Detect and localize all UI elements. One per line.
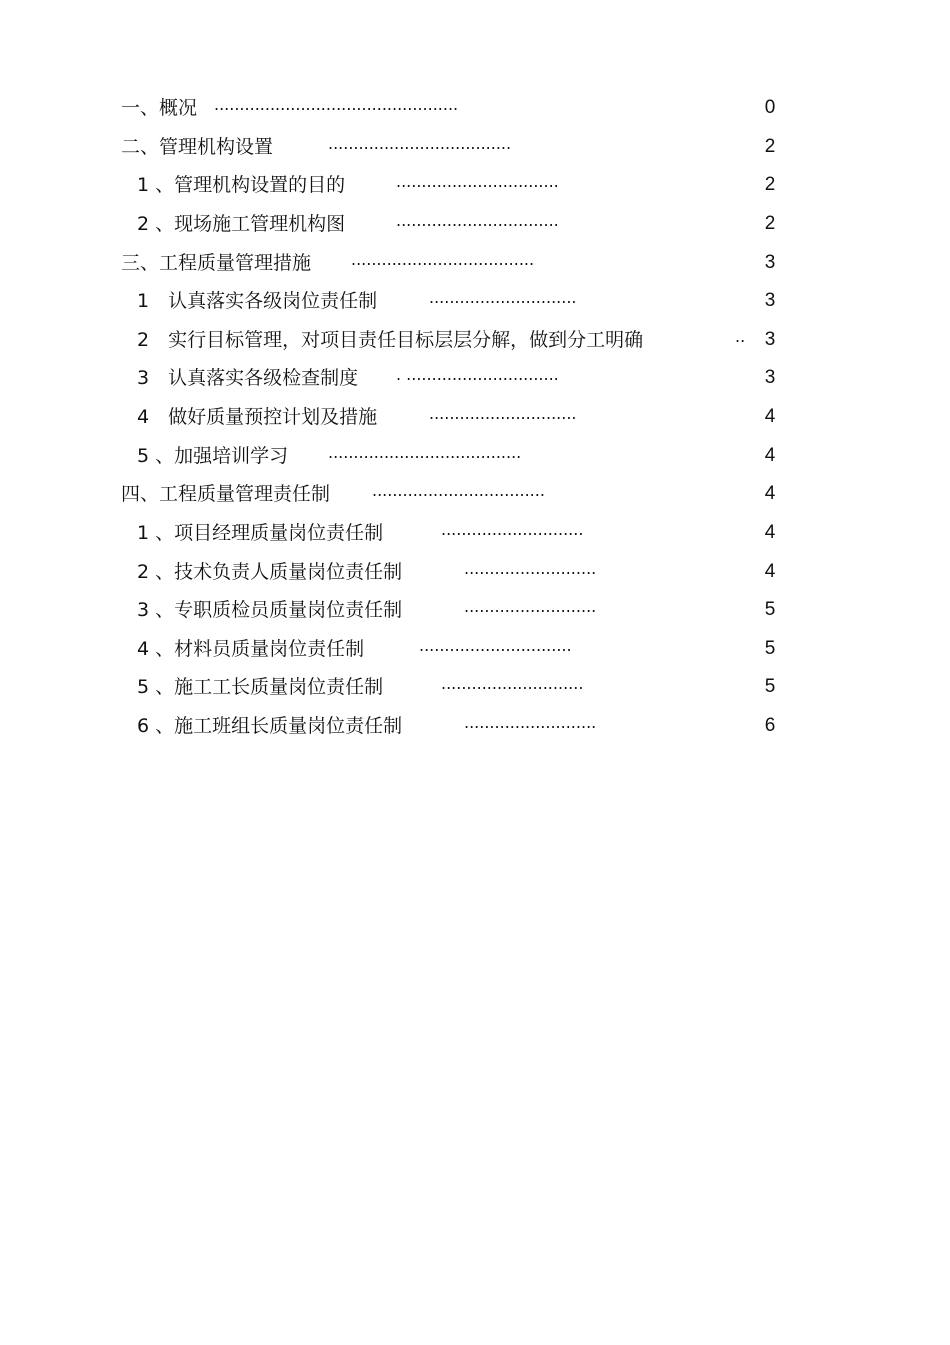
toc-entry-page: 4: [764, 522, 776, 543]
toc-entry-title: 4 、材料员质量岗位责任制: [137, 638, 365, 660]
toc-entry-page: 4: [764, 561, 776, 582]
toc-entry-title: 1 、项目经理质量岗位责任制: [137, 522, 384, 544]
toc-entry-leader: ..........................: [464, 713, 597, 732]
toc-entry-leader: ............................: [441, 520, 584, 539]
toc-entry[interactable]: [0, 711, 950, 741]
toc-entry-leader: ....................................: [351, 250, 535, 269]
toc-entry[interactable]: [0, 441, 950, 471]
toc-entry-page: 6: [764, 715, 776, 736]
toc-entry-title: 6 、施工班组长质量岗位责任制: [137, 715, 403, 737]
toc-entry-page: 5: [764, 599, 776, 620]
toc-entry-page: 5: [764, 638, 776, 659]
toc-entry-page: 4: [764, 483, 776, 504]
toc-entry-title: 3 认真落实各级检查制度: [137, 367, 359, 389]
toc-entry-title: 1 、管理机构设置的目的: [137, 174, 346, 196]
toc-entry-title: 2 、现场施工管理机构图: [137, 213, 346, 235]
toc-entry-leader: . ..............................: [396, 365, 559, 384]
toc-entry-page: 0: [764, 97, 776, 118]
toc-entry[interactable]: [0, 557, 950, 587]
toc-entry-leader: .............................: [429, 288, 577, 307]
toc-entry[interactable]: [0, 93, 950, 123]
toc-entry[interactable]: [0, 634, 950, 664]
toc-entry-page: 4: [764, 445, 776, 466]
toc-entry-title: 二、管理机构设置: [121, 136, 274, 158]
toc-entry[interactable]: [0, 595, 950, 625]
toc-entry-page: 2: [764, 213, 776, 234]
toc-entry-leader: ..............................: [419, 636, 572, 655]
toc-entry-leader: ................................: [396, 211, 559, 230]
toc-entry-leader: ....................................: [328, 134, 512, 153]
toc-entry-title: 3 、专职质检员质量岗位责任制: [137, 599, 403, 621]
toc-entry[interactable]: [0, 209, 950, 239]
toc-entry[interactable]: [0, 325, 950, 355]
toc-entry-leader: .............................: [429, 404, 577, 423]
toc-entry-page: 3: [764, 252, 776, 273]
toc-entry-leader: ................................: [396, 172, 559, 191]
toc-entry-page: 2: [764, 174, 776, 195]
toc-entry[interactable]: [0, 248, 950, 278]
toc-entry-page: 3: [764, 367, 776, 388]
toc-entry-page: 3: [764, 290, 776, 311]
toc-entry-leader: ..........................: [464, 597, 597, 616]
toc-entry-title: 一、概况: [121, 97, 198, 119]
toc-entry-leader: ..................................: [372, 481, 545, 500]
toc-entry-page: 4: [764, 406, 776, 427]
toc-entry-page: 5: [764, 676, 776, 697]
toc-entry-page: 3: [764, 329, 776, 350]
toc-entry-title: 四、工程质量管理责任制: [121, 483, 331, 505]
toc-entry-leader: ......................................: [328, 443, 522, 462]
toc-entry[interactable]: [0, 672, 950, 702]
toc-entry[interactable]: [0, 170, 950, 200]
toc-entry-leader: ..........................: [464, 559, 597, 578]
toc-entry[interactable]: [0, 132, 950, 162]
toc-entry[interactable]: [0, 402, 950, 432]
toc-entry-leader: ..: [735, 327, 746, 346]
toc-entry-title: 1 认真落实各级岗位责任制: [137, 290, 378, 312]
toc-entry[interactable]: [0, 518, 950, 548]
toc-entry[interactable]: [0, 286, 950, 316]
toc-entry-title: 2 实行目标管理，对项目责任目标层层分解，做到分工明确: [137, 329, 644, 351]
toc-entry-title: 三、工程质量管理措施: [121, 252, 312, 274]
toc-entry-leader: ................................................: [214, 95, 459, 114]
toc-entry-title: 5 、加强培训学习: [137, 445, 289, 467]
toc-entry[interactable]: [0, 363, 950, 393]
toc-entry-title: 2 、技术负责人质量岗位责任制: [137, 561, 403, 583]
toc-entry-leader: ............................: [441, 674, 584, 693]
toc-entry[interactable]: [0, 479, 950, 509]
toc-entry-title: 4 做好质量预控计划及措施: [137, 406, 378, 428]
toc-entry-title: 5 、施工工长质量岗位责任制: [137, 676, 384, 698]
toc-entry-page: 2: [764, 136, 776, 157]
